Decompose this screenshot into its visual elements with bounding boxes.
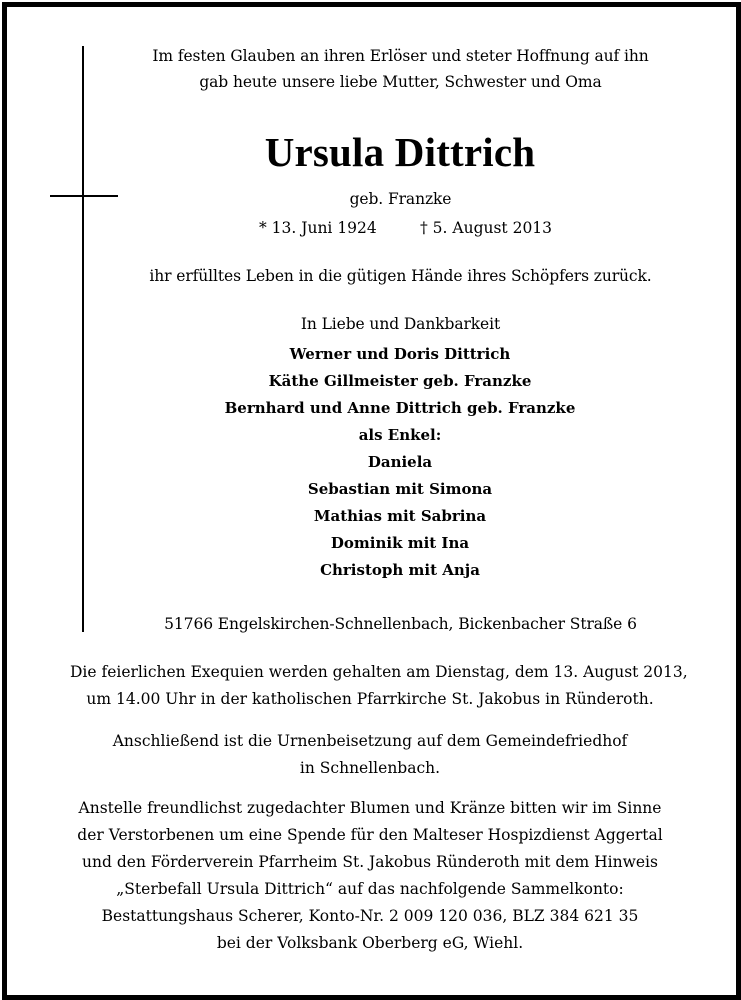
mourner-name: Käthe Gillmeister geb. Franzke (268, 372, 532, 390)
funeral-line: um 14.00 Uhr in der katholischen Pfarrkirche St. Jakobus in Ründeroth. (86, 690, 654, 708)
burial-line: Anschließend ist die Urnenbeisetzung auf dem Gemeindefriedhof (112, 732, 628, 750)
grandchildren-label: als Enkel: (358, 426, 442, 444)
donation-paragraph (70, 795, 670, 957)
mourners-list (0, 341, 741, 584)
birth-date: * 13. Juni 1924 (259, 219, 377, 237)
funeral-line: Die feierlichen Exequien werden gehalten am Dienstag, dem 13. August 2013, (70, 663, 688, 681)
deceased-name: Ursula Dittrich (264, 129, 536, 175)
funeral-service-paragraph (70, 659, 688, 713)
donation-line: bei der Volksbank Oberberg eG, Wiehl. (216, 934, 524, 952)
mourner-name: Werner und Doris Dittrich (289, 345, 511, 363)
donation-line: Bestattungshaus Scherer, Konto-Nr. 2 009 120 036, BLZ 384 621 35 (101, 907, 639, 925)
mourner-name: Dominik mit Ina (330, 534, 470, 552)
burial-line: in Schnellenbach. (299, 759, 441, 777)
death-date: † 5. August 2013 (420, 219, 553, 237)
donation-line: und den Förderverein Pfarrheim St. Jakobus Ründeroth mit dem Hinweis (82, 853, 658, 871)
mourner-name: Bernhard und Anne Dittrich geb. Franzke (224, 399, 576, 417)
donation-line: Anstelle freundlichst zugedachter Blumen und Kränze bitten wir im Sinne (78, 799, 662, 817)
mourner-name: Sebastian mit Simona (307, 480, 493, 498)
donation-line: der Verstorbenen um eine Spende für den Malteser Hospizdienst Aggertal (77, 826, 663, 844)
intro-line-2: gab heute unsere liebe Mutter, Schwester und Oma (199, 73, 602, 91)
family-address: 51766 Engelskirchen-Schnellenbach, Bickenbacher Straße 6 (164, 615, 637, 633)
mourner-name: Christoph mit Anja (320, 561, 480, 579)
maiden-name: geb. Franzke (349, 190, 452, 208)
mourners-heading: In Liebe und Dankbarkeit (300, 315, 501, 333)
burial-paragraph (70, 728, 670, 782)
mourner-name: Daniela (367, 453, 433, 471)
donation-line: „Sterbefall Ursula Dittrich“ auf das nachfolgende Sammelkonto: (116, 880, 624, 898)
closing-phrase: ihr erfülltes Leben in die gütigen Hände ihres Schöpfers zurück. (149, 267, 652, 285)
mourner-name: Mathias mit Sabrina (313, 507, 487, 525)
intro-line-1: Im festen Glauben an ihren Erlöser und steter Hoffnung auf ihn (152, 47, 649, 65)
